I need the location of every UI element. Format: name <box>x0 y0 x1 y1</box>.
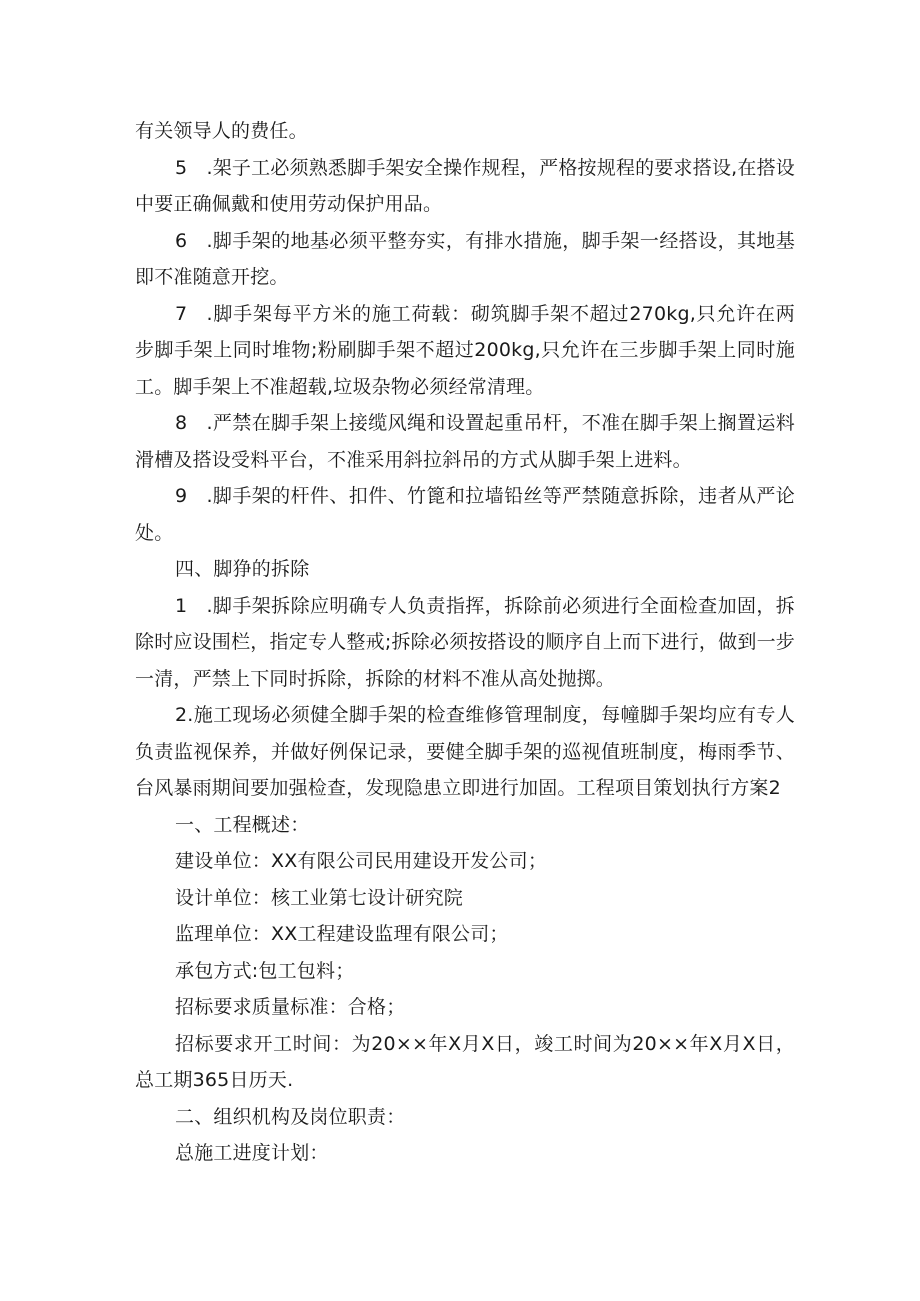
info-quality-standard: 招标要求质量标准：合格； <box>175 996 406 1018</box>
info-contract-mode: 承包方式:包工包料； <box>175 959 355 982</box>
paragraph-item-8: 8 .严禁在脚手架上接缆风绳和设置起重吊杆，不准在脚手架上搁置运料滑槽及搭设受料平台，不准采用斜拉斜吊的方式从脚手架上进料。 <box>135 412 795 471</box>
section-heading-organization: 二、组织机构及岗位职责： <box>175 1105 406 1128</box>
document-body <box>135 113 795 1172</box>
info-schedule: 招标要求开工时间：为20××年X月X日，竣工时间为20××年X月X日，总工期365日历天. <box>135 1032 795 1091</box>
paragraph-dismantle-1: 1 .脚手架拆除应明确专人负责指挥，拆除前必须进行全面检查加固，拆除时应设围栏，指定专人整戒;拆除必须按搭设的顺序自上而下进行，做到一步一清，严禁上下同时拆除，拆除的材料不准从高处抛掷。 <box>135 594 795 690</box>
section-heading-dismantling: 四、脚狰的拆除 <box>175 558 310 580</box>
info-supervision-unit: 监理单位：XX工程建设监理有限公司； <box>175 923 509 945</box>
paragraph-item-6: 6 .脚手架的地基必须平整夯实，有排水措施，脚手架一经搭设，其地基即不准随意开挖。 <box>135 229 795 288</box>
info-construction-unit: 建设单位：XX有限公司民用建设开发公司； <box>175 850 548 872</box>
paragraph-dismantle-2: 2.施工现场必须健全脚手架的检查维修管理制度，每幢脚手架均应有专人负责监视保养，并做好例保记录，要健全脚手架的巡视值班制度，梅雨季节、台风暴雨期间要加强检查，发现隐患立即进行加固。工程项目策划执行方案2 <box>135 704 795 799</box>
paragraph-continuation: 有关领导人的费任。 <box>135 120 308 142</box>
info-progress-plan: 总施工进度计划： <box>175 1142 329 1164</box>
section-heading-overview: 一、工程概述： <box>175 813 310 836</box>
paragraph-item-7: 7 .脚手架每平方米的施工荷载：砌筑脚手架不超过270kg,只允许在两步脚手架上同时堆物;粉刷脚手架不超过200kg,只允许在三步脚手架上同时施工。脚手架上不准超载,垃圾杂物必须经常清理。 <box>135 302 795 398</box>
paragraph-item-5: 5 .架子工必须熟悉脚手架安全操作规程，严格按规程的要求搭设,在搭设中要正确佩戴和使用劳动保护用品。 <box>135 156 795 215</box>
info-design-unit: 设计单位：核工业第七设计研究院 <box>175 886 464 909</box>
paragraph-item-9: 9 .脚手架的杆件、扣件、竹篦和拉墙铅丝等严禁随意拆除，违者从严论处。 <box>135 485 795 544</box>
